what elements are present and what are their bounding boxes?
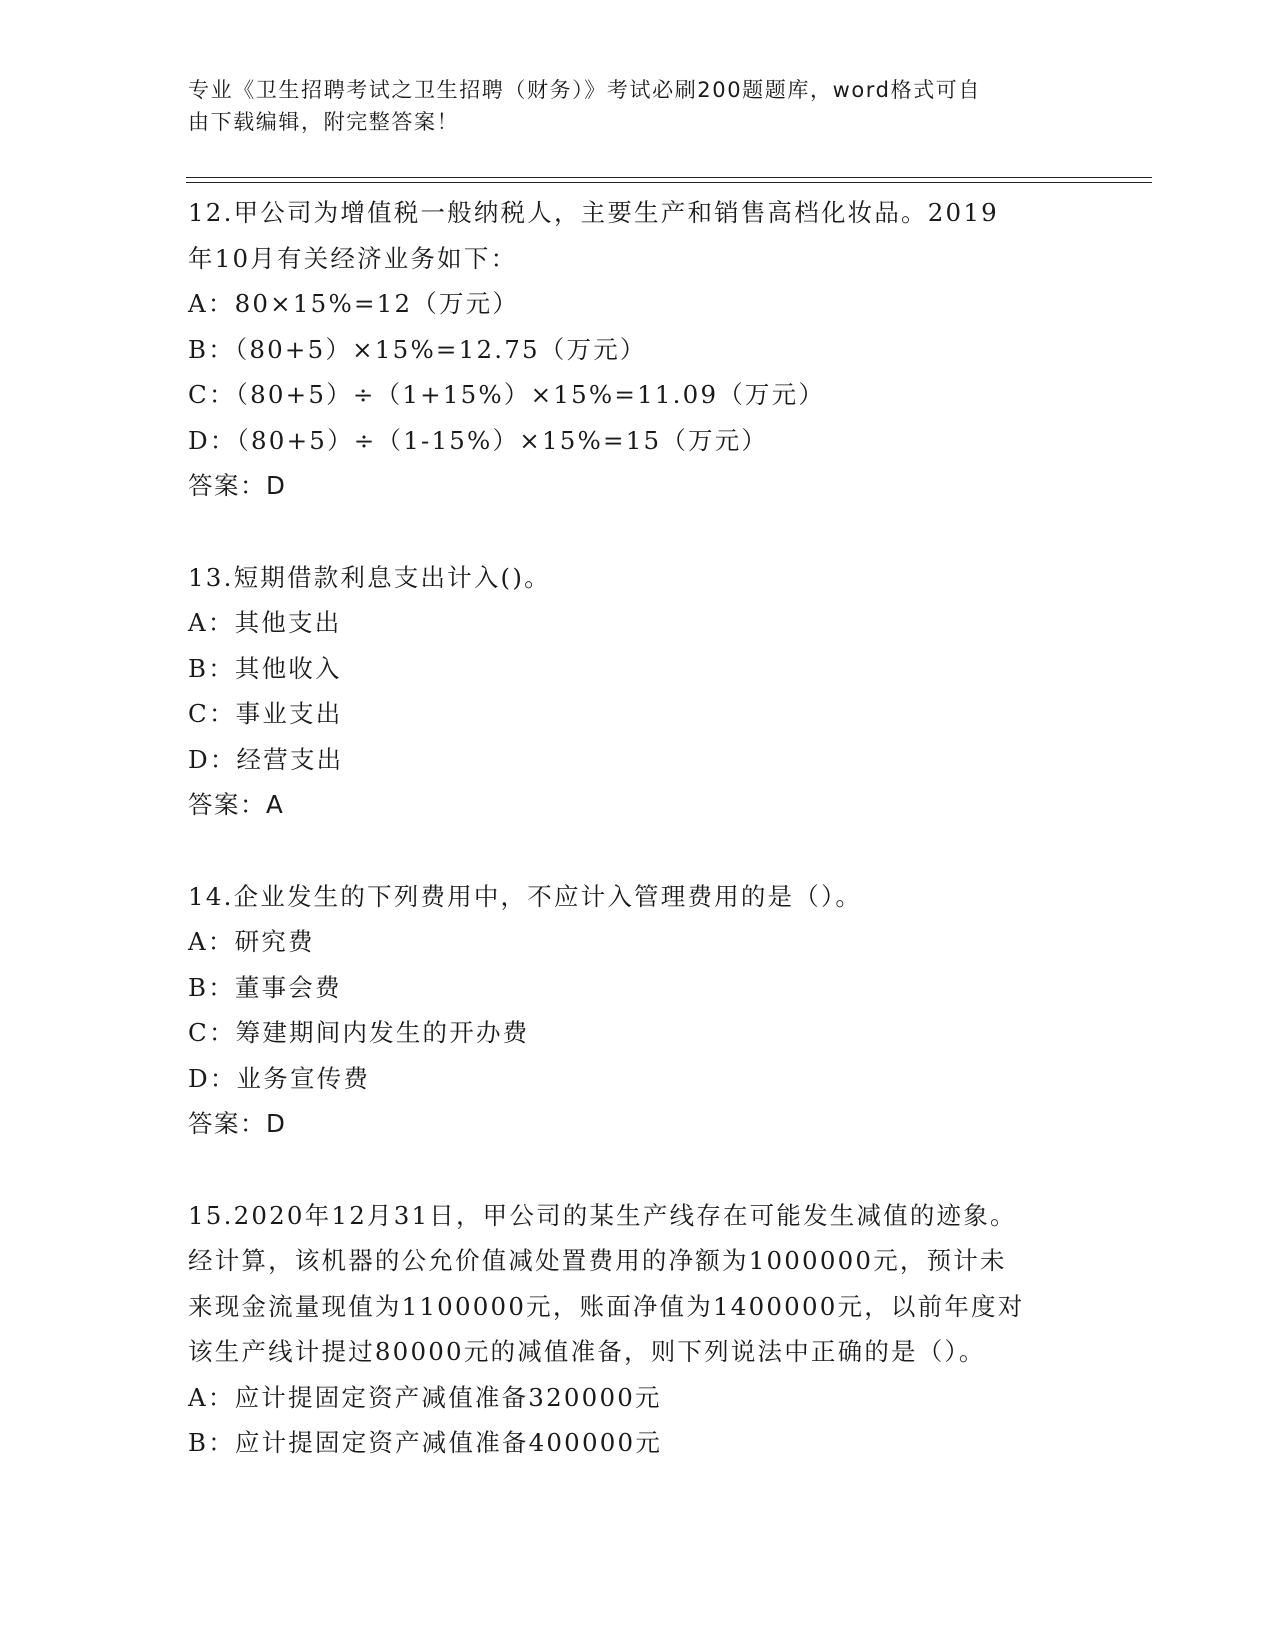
header-divider-bottom	[186, 182, 1152, 183]
answer: 答案：A	[188, 790, 285, 819]
option-a: A：其他支出	[188, 608, 342, 637]
question-15	[188, 1193, 1088, 1466]
question-text-line: 经计算，该机器的公允价值减处置费用的净额为1000000元，预计未	[188, 1246, 1007, 1275]
question-text-line: 15.2020年12月31日，甲公司的某生产线存在可能发生减值的迹象。	[188, 1200, 1017, 1230]
option-d: D：业务宣传费	[188, 1063, 371, 1093]
option-c: C：（80+5）÷（1+15%）×15%=11.09（万元）	[188, 380, 826, 409]
header-line-1: 专业《卫生招聘考试之卫生招聘（财务）》考试必刷200题题库，word格式可自	[188, 78, 981, 102]
option-b: B：（80+5）×15%=12.75（万元）	[188, 334, 647, 364]
option-a: A：应计提固定资产减值准备320000元	[188, 1382, 662, 1412]
option-c: C：筹建期间内发生的开办费	[188, 1018, 530, 1047]
option-a: A：研究费	[188, 927, 315, 956]
question-14	[188, 874, 1088, 1147]
header-line-2: 由下载编辑，附完整答案！	[188, 110, 460, 134]
option-b: B：董事会费	[188, 972, 342, 1002]
question-13	[188, 555, 1088, 828]
option-b: B：应计提固定资产减值准备400000元	[188, 1428, 663, 1457]
option-c: C：事业支出	[188, 699, 343, 728]
question-text-line: 来现金流量现值为1100000元，账面净值为1400000元，以前年度对	[188, 1291, 1025, 1321]
question-text-line: 12.甲公司为增值税一般纳税人，主要生产和销售高档化妆品。2019	[188, 198, 999, 227]
document-header	[188, 74, 1068, 138]
question-text-line: 年10月有关经济业务如下：	[188, 243, 518, 273]
question-text-line: 该生产线计提过80000元的减值准备，则下列说法中正确的是（）。	[188, 1337, 986, 1366]
option-d: D：（80+5）÷（1-15%）×15%=15（万元）	[188, 425, 769, 455]
question-list	[188, 190, 1088, 1512]
header-divider-top	[186, 177, 1152, 178]
question-text-line: 14.企业发生的下列费用中，不应计入管理费用的是（）。	[188, 881, 863, 911]
question-12	[188, 190, 1088, 509]
option-b: B：其他收入	[188, 653, 342, 683]
question-text-line: 13.短期借款利息支出计入()。	[188, 562, 551, 592]
answer: 答案：D	[188, 1109, 287, 1138]
option-a: A：80×15%=12（万元）	[188, 289, 520, 318]
option-d: D：经营支出	[188, 744, 344, 774]
answer: 答案：D	[188, 471, 287, 500]
